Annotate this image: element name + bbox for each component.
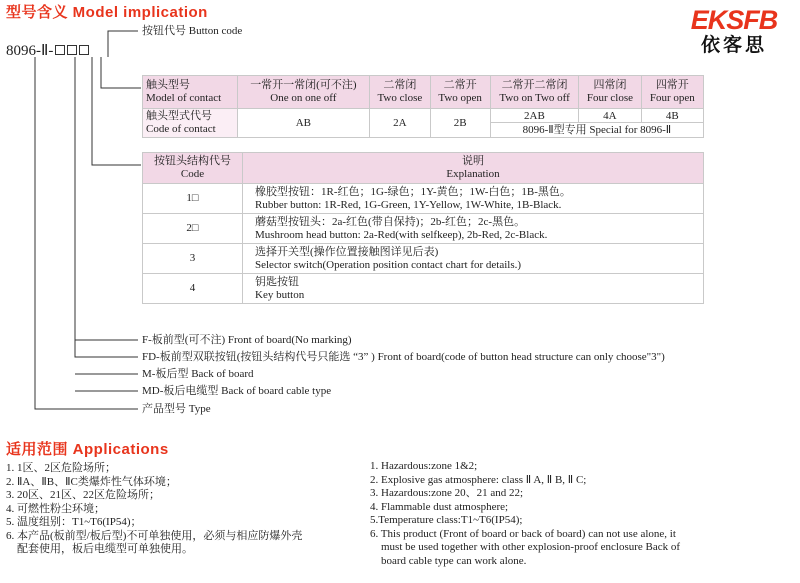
contact-code-special-group	[490, 109, 703, 138]
button-row-3-code: 3	[143, 244, 243, 274]
app-en-item: 1. Hazardous:zone 1&2;	[370, 460, 478, 472]
product-type-label: 产品型号 Type	[142, 403, 211, 415]
brand-name-cn: 依客思	[700, 34, 767, 56]
contact-col-1: 一常开一常闭(可不注) One on one off	[237, 76, 370, 109]
contact-code-label: 触头型式代号 Code of contact	[143, 109, 238, 138]
brand-logo-text: EKSFB	[690, 5, 778, 35]
mounting-option-m: M-板后型 Back of board	[142, 368, 254, 380]
button-row-2-explanation: 蘑菇型按钮头：2a-红色(带自保持)；2b-红色；2c-黑色。 Mushroom head button: 2a-Red(with selfkeep), 2b-Red, 2c-Black.	[243, 214, 704, 244]
app-cn-item: 配套使用，板后电缆型可单独使用。	[17, 543, 193, 555]
button-head-explanation-header: 说明 Explanation	[243, 153, 704, 184]
button-row-1-explanation: 橡胶型按钮：1R-红色；1G-绿色；1Y-黄色；1W-白色；1B-黑色。 Rubber button: 1R-Red, 1G-Green, 1Y-Yellow, 1W-White, 1B-Black.	[243, 184, 704, 214]
applications-title: 适用范围 Applications	[6, 441, 169, 458]
contact-code-2: 2A	[370, 109, 430, 138]
contact-special-note: 8096-Ⅱ型专用 Special for 8096-Ⅱ	[522, 124, 672, 136]
app-cn-item: 6. 本产品(板前型/板后型)不可单独使用，必须与相应防爆外壳	[6, 529, 303, 542]
contact-col-3: 二常开 Two open	[430, 76, 490, 109]
button-head-code-header: 按钮头结构代号 Code	[143, 153, 243, 184]
app-cn-item: 5. 温度组别：T1~T6(IP54)；	[6, 516, 142, 528]
app-cn-item: 2. ⅡA、ⅡB、ⅡC类爆炸性气体环境；	[6, 475, 177, 488]
button-row-1-code: 1□	[143, 184, 243, 214]
contact-header-label: 触头型号 Model of contact	[143, 76, 238, 109]
contact-code-5: 4A	[579, 109, 641, 122]
mounting-option-fd: FD-板前型双联按钮(按钮头结构代号只能选 “3” ) Front of board(code of button head structure can only choose"3")	[142, 351, 665, 363]
button-row-2-code: 2□	[143, 214, 243, 244]
model-implication-title: 型号含义 Model implication	[6, 4, 208, 21]
contact-col-4: 二常开二常闭 Two on Two off	[490, 76, 578, 109]
app-en-item: 6. This product (Front of board or back of board) can not use alone, it	[370, 527, 676, 540]
app-en-item: must be used together with other explosion-proof enclosure Back of	[381, 541, 681, 553]
model-code-prefix: 8096-Ⅱ-	[6, 43, 54, 59]
button-row-4-code: 4	[143, 274, 243, 304]
button-code-label: 按钮代号 Button code	[142, 25, 243, 37]
app-en-item: board cable type can work alone.	[381, 554, 527, 567]
contact-col-2: 二常闭 Two close	[370, 76, 430, 109]
contact-code-6: 4B	[665, 110, 679, 122]
contact-code-1: AB	[237, 109, 370, 138]
contact-table	[142, 75, 704, 138]
button-row-4-explanation: 钥匙按钮 Key button	[243, 274, 704, 304]
contact-code-4: 2AB	[491, 109, 579, 122]
app-en-item: 5.Temperature class:T1~T6(IP54);	[370, 514, 523, 526]
button-head-table	[142, 152, 704, 304]
contact-col-5: 四常闭 Four close	[579, 76, 641, 109]
applications-list-en	[370, 460, 680, 568]
button-row-3-explanation: 选择开关型(操作位置接触图详见后表) Selector switch(Operation position contact chart for details.)	[243, 244, 704, 274]
app-en-item: 4. Flammable dust atmosphere;	[370, 500, 509, 513]
contact-col-6: 四常开 Four open	[641, 76, 703, 109]
app-en-item: 3. Hazardous:zone 20、21 and 22;	[370, 487, 524, 499]
app-en-item: 2. Explosive gas atmosphere: class Ⅱ A, Ⅱ B, Ⅱ C;	[370, 473, 587, 486]
applications-list-cn	[6, 462, 302, 557]
app-cn-item: 3. 20区、21区、22区危险场所；	[6, 489, 160, 501]
mounting-option-f: F-板前型(可不注) Front of board(No marking)	[142, 334, 352, 346]
mounting-option-md: MD-板后电缆型 Back of board cable type	[142, 385, 332, 397]
app-cn-item: 1. 1区、2区危险场所；	[6, 462, 116, 474]
app-cn-item: 4. 可燃性粉尘环境；	[6, 502, 105, 515]
contact-code-3: 2B	[430, 109, 490, 138]
